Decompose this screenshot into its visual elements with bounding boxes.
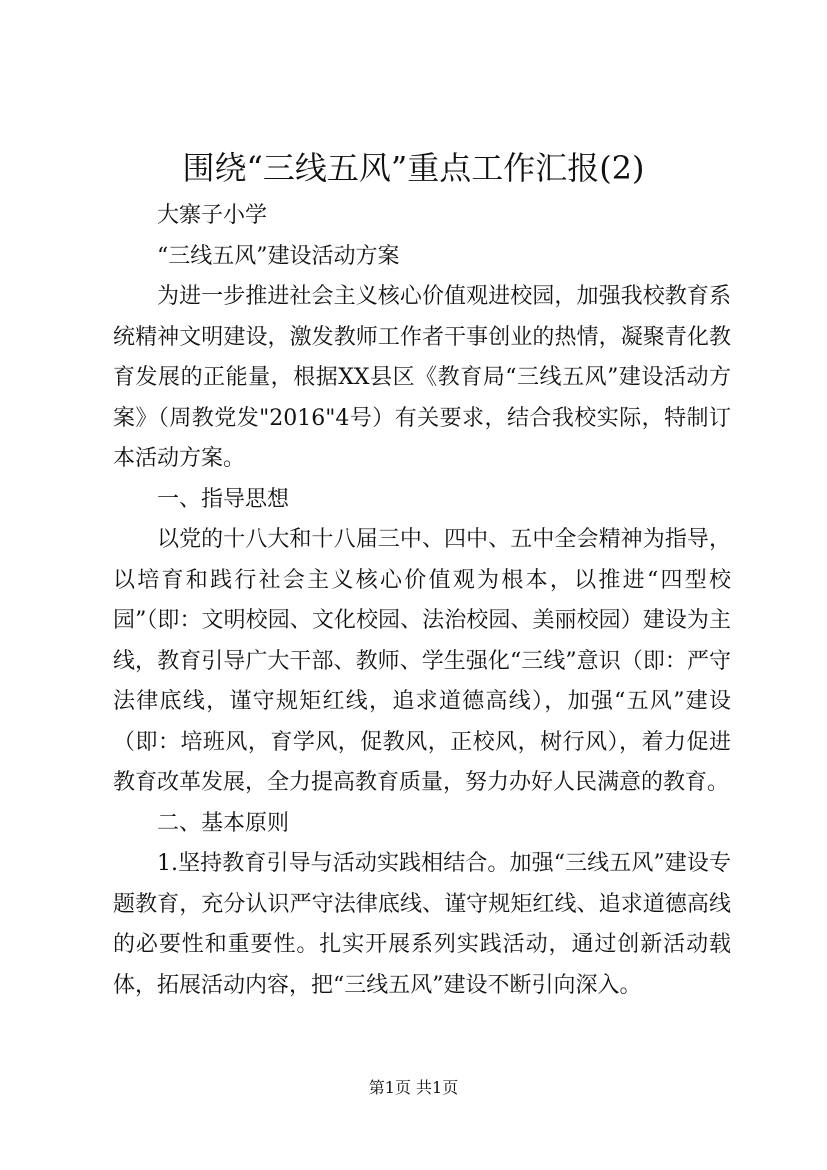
intro-paragraph: 为进一步推进社会主义核心价值观进校园，加强我校教育系统精神文明建设，激发教师工作者干事创业的热情，凝聚青化教育发展的正能量，根据XX县区《教育局“三线五风”建设活动方案》（周教党发"2016"4号）有关要求，结合我校实际，特制订本活动方案。 <box>113 284 731 471</box>
guiding-ideology-paragraph: 以党的十八大和十八届三中、四中、五中全会精神为指导，以培育和践行社会主义核心价值观为根本，以推进“四型校园”（即：文明校园、文化校园、法治校园、美丽校园）建设为主线，教育引导广大干部、教师、学生强化“三线”意识（即：严守法律底线，谨守规矩红线，追求道德高线），加强“五风”建设（即：培班风，育学风，促教风，正校风，树行风），着力促进教育改革发展，全力提高教育质量，努力办好人民满意的教育。 <box>113 527 731 795</box>
plan-title: “三线五风”建设活动方案 <box>157 243 400 269</box>
document-body <box>113 196 731 1006</box>
principle-1-paragraph: 1.坚持教育引导与活动实践相结合。加强“三线五风”建设专题教育，充分认识严守法律底线、谨守规矩红线、追求道德高线的必要性和重要性。扎实开展系列实践活动，通过创新活动载体，拓展活动内容，把“三线五风”建设不断引向深入。 <box>113 851 731 998</box>
section-heading-guiding-ideology: 一、指导思想 <box>157 486 290 512</box>
school-name: 大寨子小学 <box>157 203 268 228</box>
page-footer: 第1页 共1页 <box>368 1078 459 1097</box>
section-heading-basic-principles: 二、基本原则 <box>157 810 290 836</box>
document-title: 围绕“三线五风”重点工作汇报(2) <box>182 149 645 187</box>
